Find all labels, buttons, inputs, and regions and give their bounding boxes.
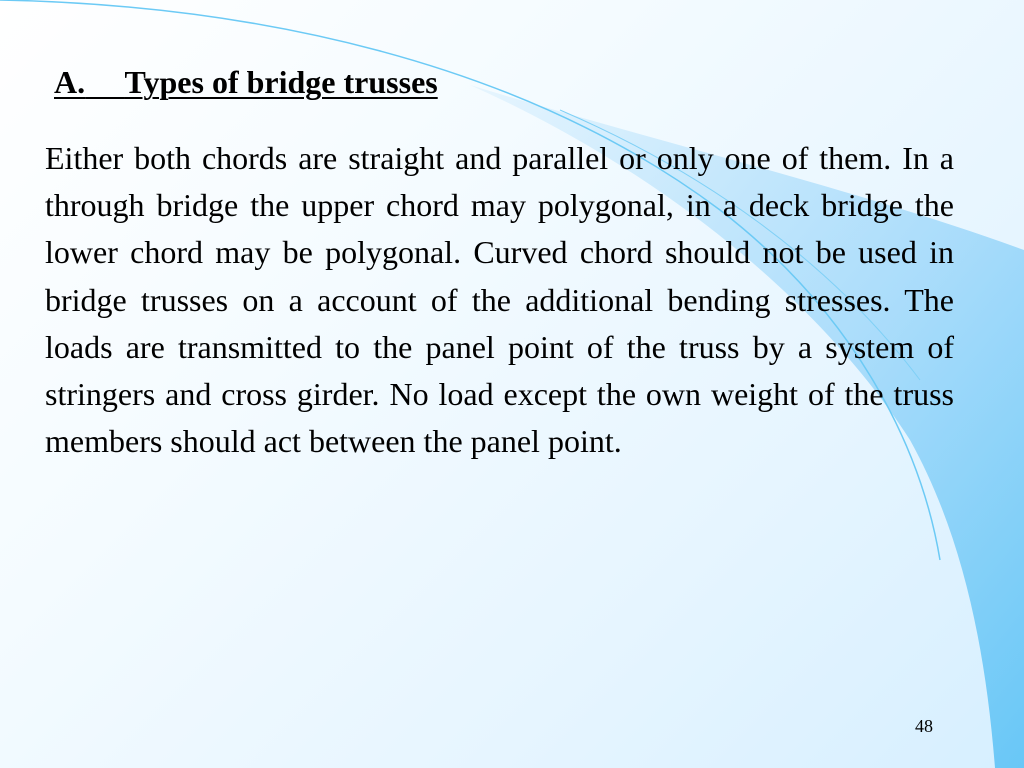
slide-heading bbox=[54, 62, 438, 102]
heading-title: Types of bridge trusses bbox=[124, 64, 438, 100]
slide-body-paragraph: Either both chords are straight and parallel or only one of them. In a through bridge the upper chord may polygonal, in a deck bridge the lower chord may be polygonal. Curved chord should not be used in bridge trusses on a account of the additional bending stresses. The loads are transmitted to the panel point of the truss by a system of stringers and cross girder. No load except the own weight of the truss members should act between the panel point. bbox=[45, 140, 954, 460]
slide-page-number: 48 bbox=[915, 716, 933, 736]
heading-marker: A. bbox=[54, 64, 86, 100]
